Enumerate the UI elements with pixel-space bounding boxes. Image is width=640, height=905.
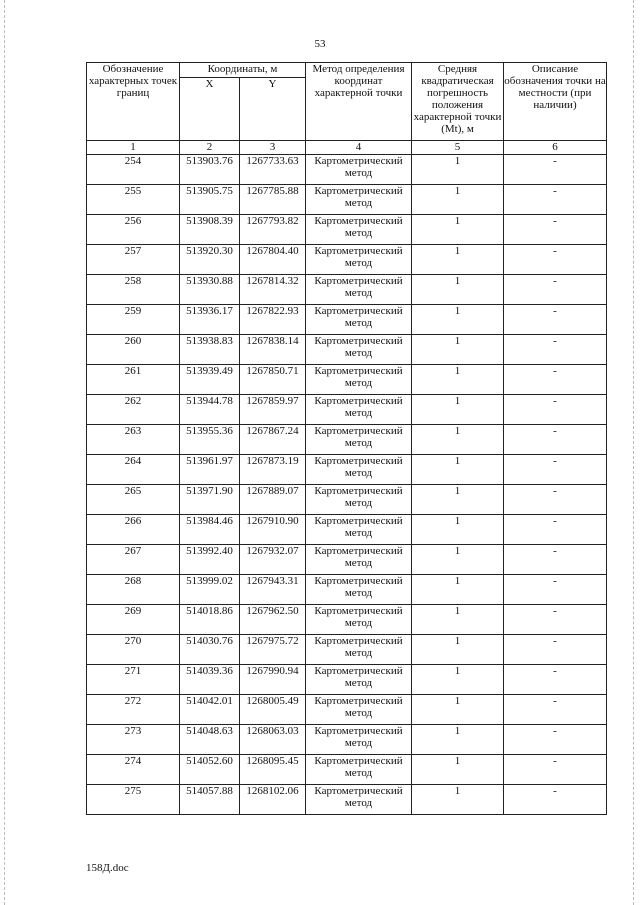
method-cell: Картометрический метод	[306, 335, 412, 365]
x-coordinate-cell: 513999.02	[180, 575, 240, 605]
table-row	[87, 185, 607, 215]
table-row	[87, 365, 607, 395]
error-cell: 1	[412, 365, 504, 395]
y-coordinate-cell: 1267793.82	[240, 215, 306, 245]
method-cell: Картометрический метод	[306, 665, 412, 695]
point-cell: 275	[87, 785, 180, 815]
y-coordinate-cell: 1268095.45	[240, 755, 306, 785]
y-coordinate-cell: 1268102.06	[240, 785, 306, 815]
header-y: Y	[240, 78, 306, 141]
error-cell: 1	[412, 575, 504, 605]
error-cell: 1	[412, 515, 504, 545]
point-cell: 263	[87, 425, 180, 455]
error-cell: 1	[412, 335, 504, 365]
table-row	[87, 335, 607, 365]
method-cell: Картометрический метод	[306, 185, 412, 215]
y-coordinate-cell: 1267733.63	[240, 155, 306, 185]
method-cell: Картометрический метод	[306, 365, 412, 395]
y-coordinate-cell: 1267850.71	[240, 365, 306, 395]
error-cell: 1	[412, 185, 504, 215]
y-coordinate-cell: 1267859.97	[240, 395, 306, 425]
table-row	[87, 425, 607, 455]
table-row	[87, 155, 607, 185]
header-method: Метод определения координат характерной точки	[306, 63, 412, 141]
x-coordinate-cell: 513955.36	[180, 425, 240, 455]
method-cell: Картометрический метод	[306, 305, 412, 335]
description-cell: -	[504, 635, 607, 665]
y-coordinate-cell: 1267814.32	[240, 275, 306, 305]
left-margin-line	[4, 0, 5, 905]
boundary-points-table	[86, 62, 607, 815]
header-description: Описание обозначения точки на местности (при наличии)	[504, 63, 607, 141]
description-cell: -	[504, 395, 607, 425]
table-row	[87, 755, 607, 785]
x-coordinate-cell: 513984.46	[180, 515, 240, 545]
description-cell: -	[504, 725, 607, 755]
table-row	[87, 785, 607, 815]
column-number: 5	[412, 141, 504, 155]
y-coordinate-cell: 1267962.50	[240, 605, 306, 635]
point-cell: 258	[87, 275, 180, 305]
y-coordinate-cell: 1267785.88	[240, 185, 306, 215]
error-cell: 1	[412, 455, 504, 485]
description-cell: -	[504, 335, 607, 365]
method-cell: Картометрический метод	[306, 245, 412, 275]
description-cell: -	[504, 575, 607, 605]
point-cell: 266	[87, 515, 180, 545]
x-coordinate-cell: 513939.49	[180, 365, 240, 395]
error-cell: 1	[412, 155, 504, 185]
x-coordinate-cell: 513944.78	[180, 395, 240, 425]
y-coordinate-cell: 1267867.24	[240, 425, 306, 455]
point-cell: 267	[87, 545, 180, 575]
method-cell: Картометрический метод	[306, 725, 412, 755]
point-cell: 260	[87, 335, 180, 365]
column-number: 6	[504, 141, 607, 155]
point-cell: 270	[87, 635, 180, 665]
point-cell: 268	[87, 575, 180, 605]
y-coordinate-cell: 1267943.31	[240, 575, 306, 605]
description-cell: -	[504, 605, 607, 635]
description-cell: -	[504, 785, 607, 815]
error-cell: 1	[412, 665, 504, 695]
point-cell: 265	[87, 485, 180, 515]
method-cell: Картометрический метод	[306, 605, 412, 635]
x-coordinate-cell: 514052.60	[180, 755, 240, 785]
error-cell: 1	[412, 695, 504, 725]
error-cell: 1	[412, 545, 504, 575]
table-row	[87, 395, 607, 425]
description-cell: -	[504, 155, 607, 185]
method-cell: Картометрический метод	[306, 695, 412, 725]
column-number: 3	[240, 141, 306, 155]
x-coordinate-cell: 513971.90	[180, 485, 240, 515]
method-cell: Картометрический метод	[306, 485, 412, 515]
method-cell: Картометрический метод	[306, 545, 412, 575]
description-cell: -	[504, 425, 607, 455]
point-cell: 269	[87, 605, 180, 635]
x-coordinate-cell: 513903.76	[180, 155, 240, 185]
description-cell: -	[504, 515, 607, 545]
error-cell: 1	[412, 425, 504, 455]
point-cell: 273	[87, 725, 180, 755]
y-coordinate-cell: 1268005.49	[240, 695, 306, 725]
point-cell: 272	[87, 695, 180, 725]
error-cell: 1	[412, 485, 504, 515]
table-row	[87, 575, 607, 605]
x-coordinate-cell: 513938.83	[180, 335, 240, 365]
error-cell: 1	[412, 605, 504, 635]
y-coordinate-cell: 1267975.72	[240, 635, 306, 665]
error-cell: 1	[412, 305, 504, 335]
description-cell: -	[504, 185, 607, 215]
point-cell: 261	[87, 365, 180, 395]
right-margin-line	[633, 0, 634, 905]
error-cell: 1	[412, 395, 504, 425]
column-number: 1	[87, 141, 180, 155]
table-row	[87, 665, 607, 695]
table-row	[87, 515, 607, 545]
y-coordinate-cell: 1268063.03	[240, 725, 306, 755]
error-cell: 1	[412, 215, 504, 245]
description-cell: -	[504, 545, 607, 575]
document-filename: 158Д.doc	[86, 862, 129, 874]
header-x: X	[180, 78, 240, 141]
error-cell: 1	[412, 245, 504, 275]
header-coordinates: Координаты, м	[180, 63, 306, 78]
x-coordinate-cell: 513992.40	[180, 545, 240, 575]
method-cell: Картометрический метод	[306, 395, 412, 425]
y-coordinate-cell: 1267910.90	[240, 515, 306, 545]
y-coordinate-cell: 1267932.07	[240, 545, 306, 575]
y-coordinate-cell: 1267889.07	[240, 485, 306, 515]
method-cell: Картометрический метод	[306, 215, 412, 245]
description-cell: -	[504, 245, 607, 275]
table-row	[87, 485, 607, 515]
method-cell: Картометрический метод	[306, 425, 412, 455]
description-cell: -	[504, 485, 607, 515]
table-row	[87, 725, 607, 755]
column-number: 2	[180, 141, 240, 155]
x-coordinate-cell: 513920.30	[180, 245, 240, 275]
table-row	[87, 215, 607, 245]
point-cell: 271	[87, 665, 180, 695]
method-cell: Картометрический метод	[306, 515, 412, 545]
table-row	[87, 635, 607, 665]
page-number: 53	[314, 38, 326, 50]
method-cell: Картометрический метод	[306, 575, 412, 605]
method-cell: Картометрический метод	[306, 275, 412, 305]
method-cell: Картометрический метод	[306, 755, 412, 785]
error-cell: 1	[412, 785, 504, 815]
table-row	[87, 545, 607, 575]
x-coordinate-cell: 514018.86	[180, 605, 240, 635]
table-row	[87, 245, 607, 275]
point-cell: 255	[87, 185, 180, 215]
table-row	[87, 305, 607, 335]
method-cell: Картометрический метод	[306, 155, 412, 185]
y-coordinate-cell: 1267873.19	[240, 455, 306, 485]
error-cell: 1	[412, 725, 504, 755]
description-cell: -	[504, 365, 607, 395]
x-coordinate-cell: 514048.63	[180, 725, 240, 755]
error-cell: 1	[412, 635, 504, 665]
table-row	[87, 695, 607, 725]
description-cell: -	[504, 215, 607, 245]
x-coordinate-cell: 514039.36	[180, 665, 240, 695]
error-cell: 1	[412, 755, 504, 785]
x-coordinate-cell: 513961.97	[180, 455, 240, 485]
description-cell: -	[504, 695, 607, 725]
point-cell: 254	[87, 155, 180, 185]
y-coordinate-cell: 1267822.93	[240, 305, 306, 335]
x-coordinate-cell: 513908.39	[180, 215, 240, 245]
header-error: Средняя квадратическая погрешность положения характерной точки (Mt), м	[412, 63, 504, 141]
method-cell: Картометрический метод	[306, 785, 412, 815]
method-cell: Картометрический метод	[306, 635, 412, 665]
column-number: 4	[306, 141, 412, 155]
x-coordinate-cell: 513905.75	[180, 185, 240, 215]
point-cell: 274	[87, 755, 180, 785]
table-row	[87, 275, 607, 305]
column-number-row	[87, 141, 607, 155]
method-cell: Картометрический метод	[306, 455, 412, 485]
table-row	[87, 605, 607, 635]
point-cell: 264	[87, 455, 180, 485]
point-cell: 256	[87, 215, 180, 245]
point-cell: 262	[87, 395, 180, 425]
y-coordinate-cell: 1267838.14	[240, 335, 306, 365]
description-cell: -	[504, 455, 607, 485]
header-designation: Обозначение характерных точек границ	[87, 63, 180, 141]
description-cell: -	[504, 305, 607, 335]
y-coordinate-cell: 1267990.94	[240, 665, 306, 695]
x-coordinate-cell: 514042.01	[180, 695, 240, 725]
point-cell: 259	[87, 305, 180, 335]
y-coordinate-cell: 1267804.40	[240, 245, 306, 275]
point-cell: 257	[87, 245, 180, 275]
error-cell: 1	[412, 275, 504, 305]
table-row	[87, 455, 607, 485]
x-coordinate-cell: 513936.17	[180, 305, 240, 335]
x-coordinate-cell: 514030.76	[180, 635, 240, 665]
x-coordinate-cell: 514057.88	[180, 785, 240, 815]
description-cell: -	[504, 665, 607, 695]
description-cell: -	[504, 275, 607, 305]
x-coordinate-cell: 513930.88	[180, 275, 240, 305]
description-cell: -	[504, 755, 607, 785]
